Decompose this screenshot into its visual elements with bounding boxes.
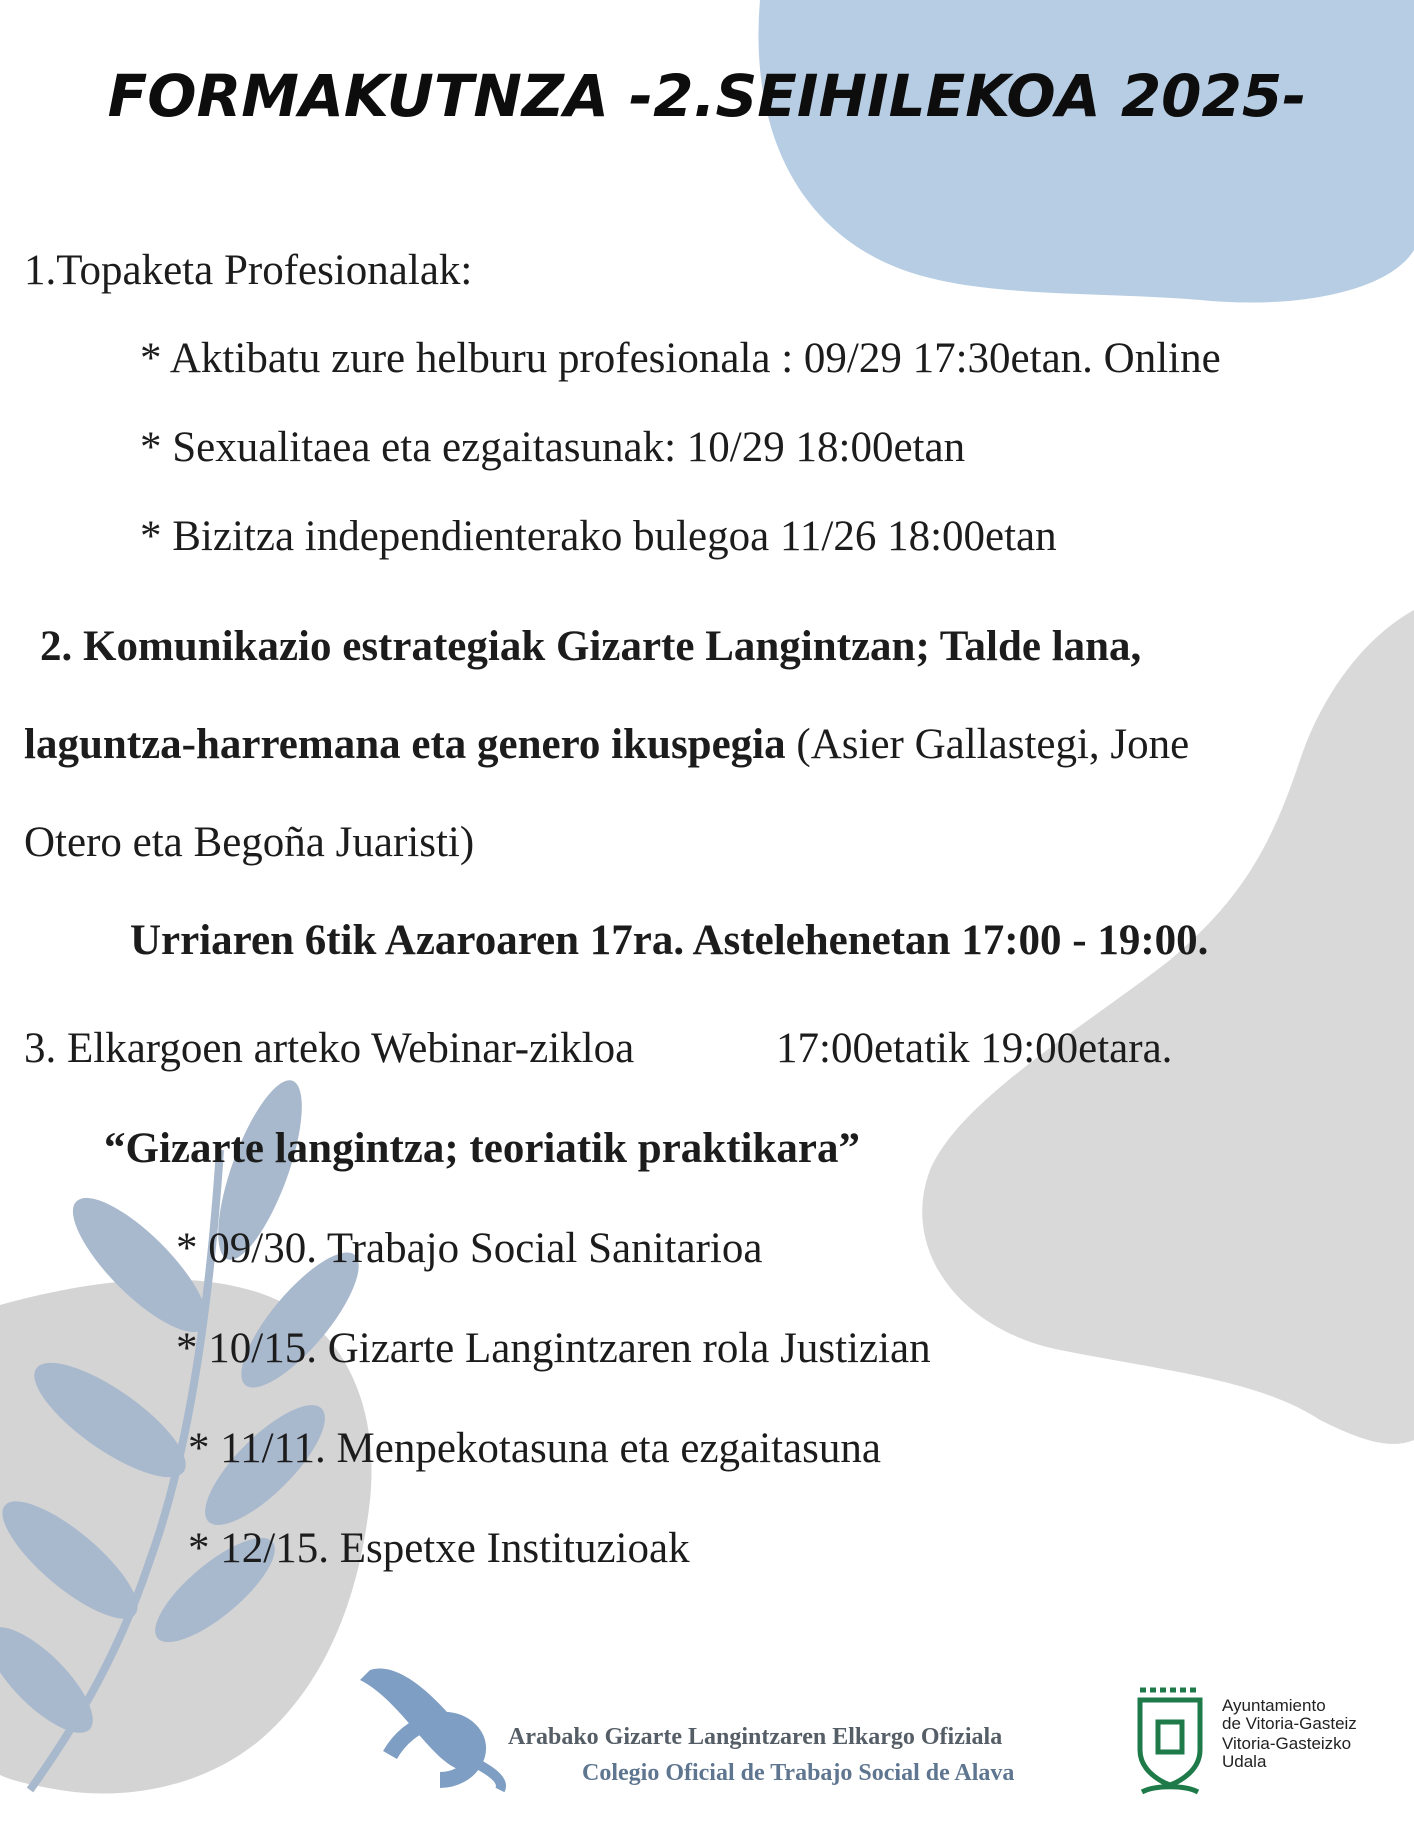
section2-speakers-part1: (Asier Gallastegi, Jone <box>785 721 1190 768</box>
section3-item-3: * 11/11. Menpekotasuna eta ezgaitasuna <box>188 1425 881 1472</box>
section2-title-bold: laguntza-harremana eta genero ikuspegia <box>24 721 786 768</box>
vitoria-coat-of-arms-icon <box>1140 1690 1200 1792</box>
municipality-line-4: Udala <box>1222 1752 1267 1771</box>
section1-item-1: * Aktibatu zure helburu profesionala : 09/29 17:30etan. Online <box>140 335 1221 382</box>
section3-item-2: * 10/15. Gizarte Langintzaren rola Justizian <box>176 1325 931 1372</box>
section3-subtitle: “Gizarte langintza; teoriatik praktikara” <box>104 1125 860 1172</box>
section1-heading: 1.Topaketa Profesionalak: <box>24 247 473 294</box>
section3-item-4: * 12/15. Espetxe Instituzioak <box>188 1525 690 1572</box>
municipality-line-1: Ayuntamiento <box>1222 1696 1326 1715</box>
section3-time: 17:00etatik 19:00etara. <box>776 1025 1173 1072</box>
college-name-basque: Arabako Gizarte Langintzaren Elkargo Ofiziala <box>508 1724 1003 1750</box>
blue-blob-shape <box>759 0 1414 303</box>
section3-heading: 3. Elkargoen arteko Webinar-zikloa <box>24 1025 635 1072</box>
college-name-spanish: Colegio Oficial de Trabajo Social de Alava <box>582 1760 1015 1786</box>
section1-item-2: * Sexualitaea eta ezgaitasunak: 10/29 18:00etan <box>140 424 966 471</box>
college-logo-icon <box>360 1668 501 1790</box>
section2-schedule: Urriaren 6tik Azaroaren 17ra. Astelehenetan 17:00 - 19:00. <box>130 917 1209 964</box>
section3-item-1: * 09/30. Trabajo Social Sanitarioa <box>176 1225 763 1272</box>
municipality-line-2: de Vitoria-Gasteiz <box>1222 1714 1357 1733</box>
section1-item-3: * Bizitza independienterako bulegoa 11/26 18:00etan <box>140 513 1057 560</box>
page-title: FORMAKUTNZA -2.SEIHILEKOA 2025- <box>107 62 1307 130</box>
section2-speakers-part2: Otero eta Begoña Juaristi) <box>24 819 475 866</box>
section2-title-line2 <box>24 720 1189 769</box>
municipality-line-3: Vitoria-Gasteizko <box>1222 1734 1352 1753</box>
section2-title-line1: 2. Komunikazio estrategiak Gizarte Langintzan; Talde lana, <box>40 623 1142 670</box>
